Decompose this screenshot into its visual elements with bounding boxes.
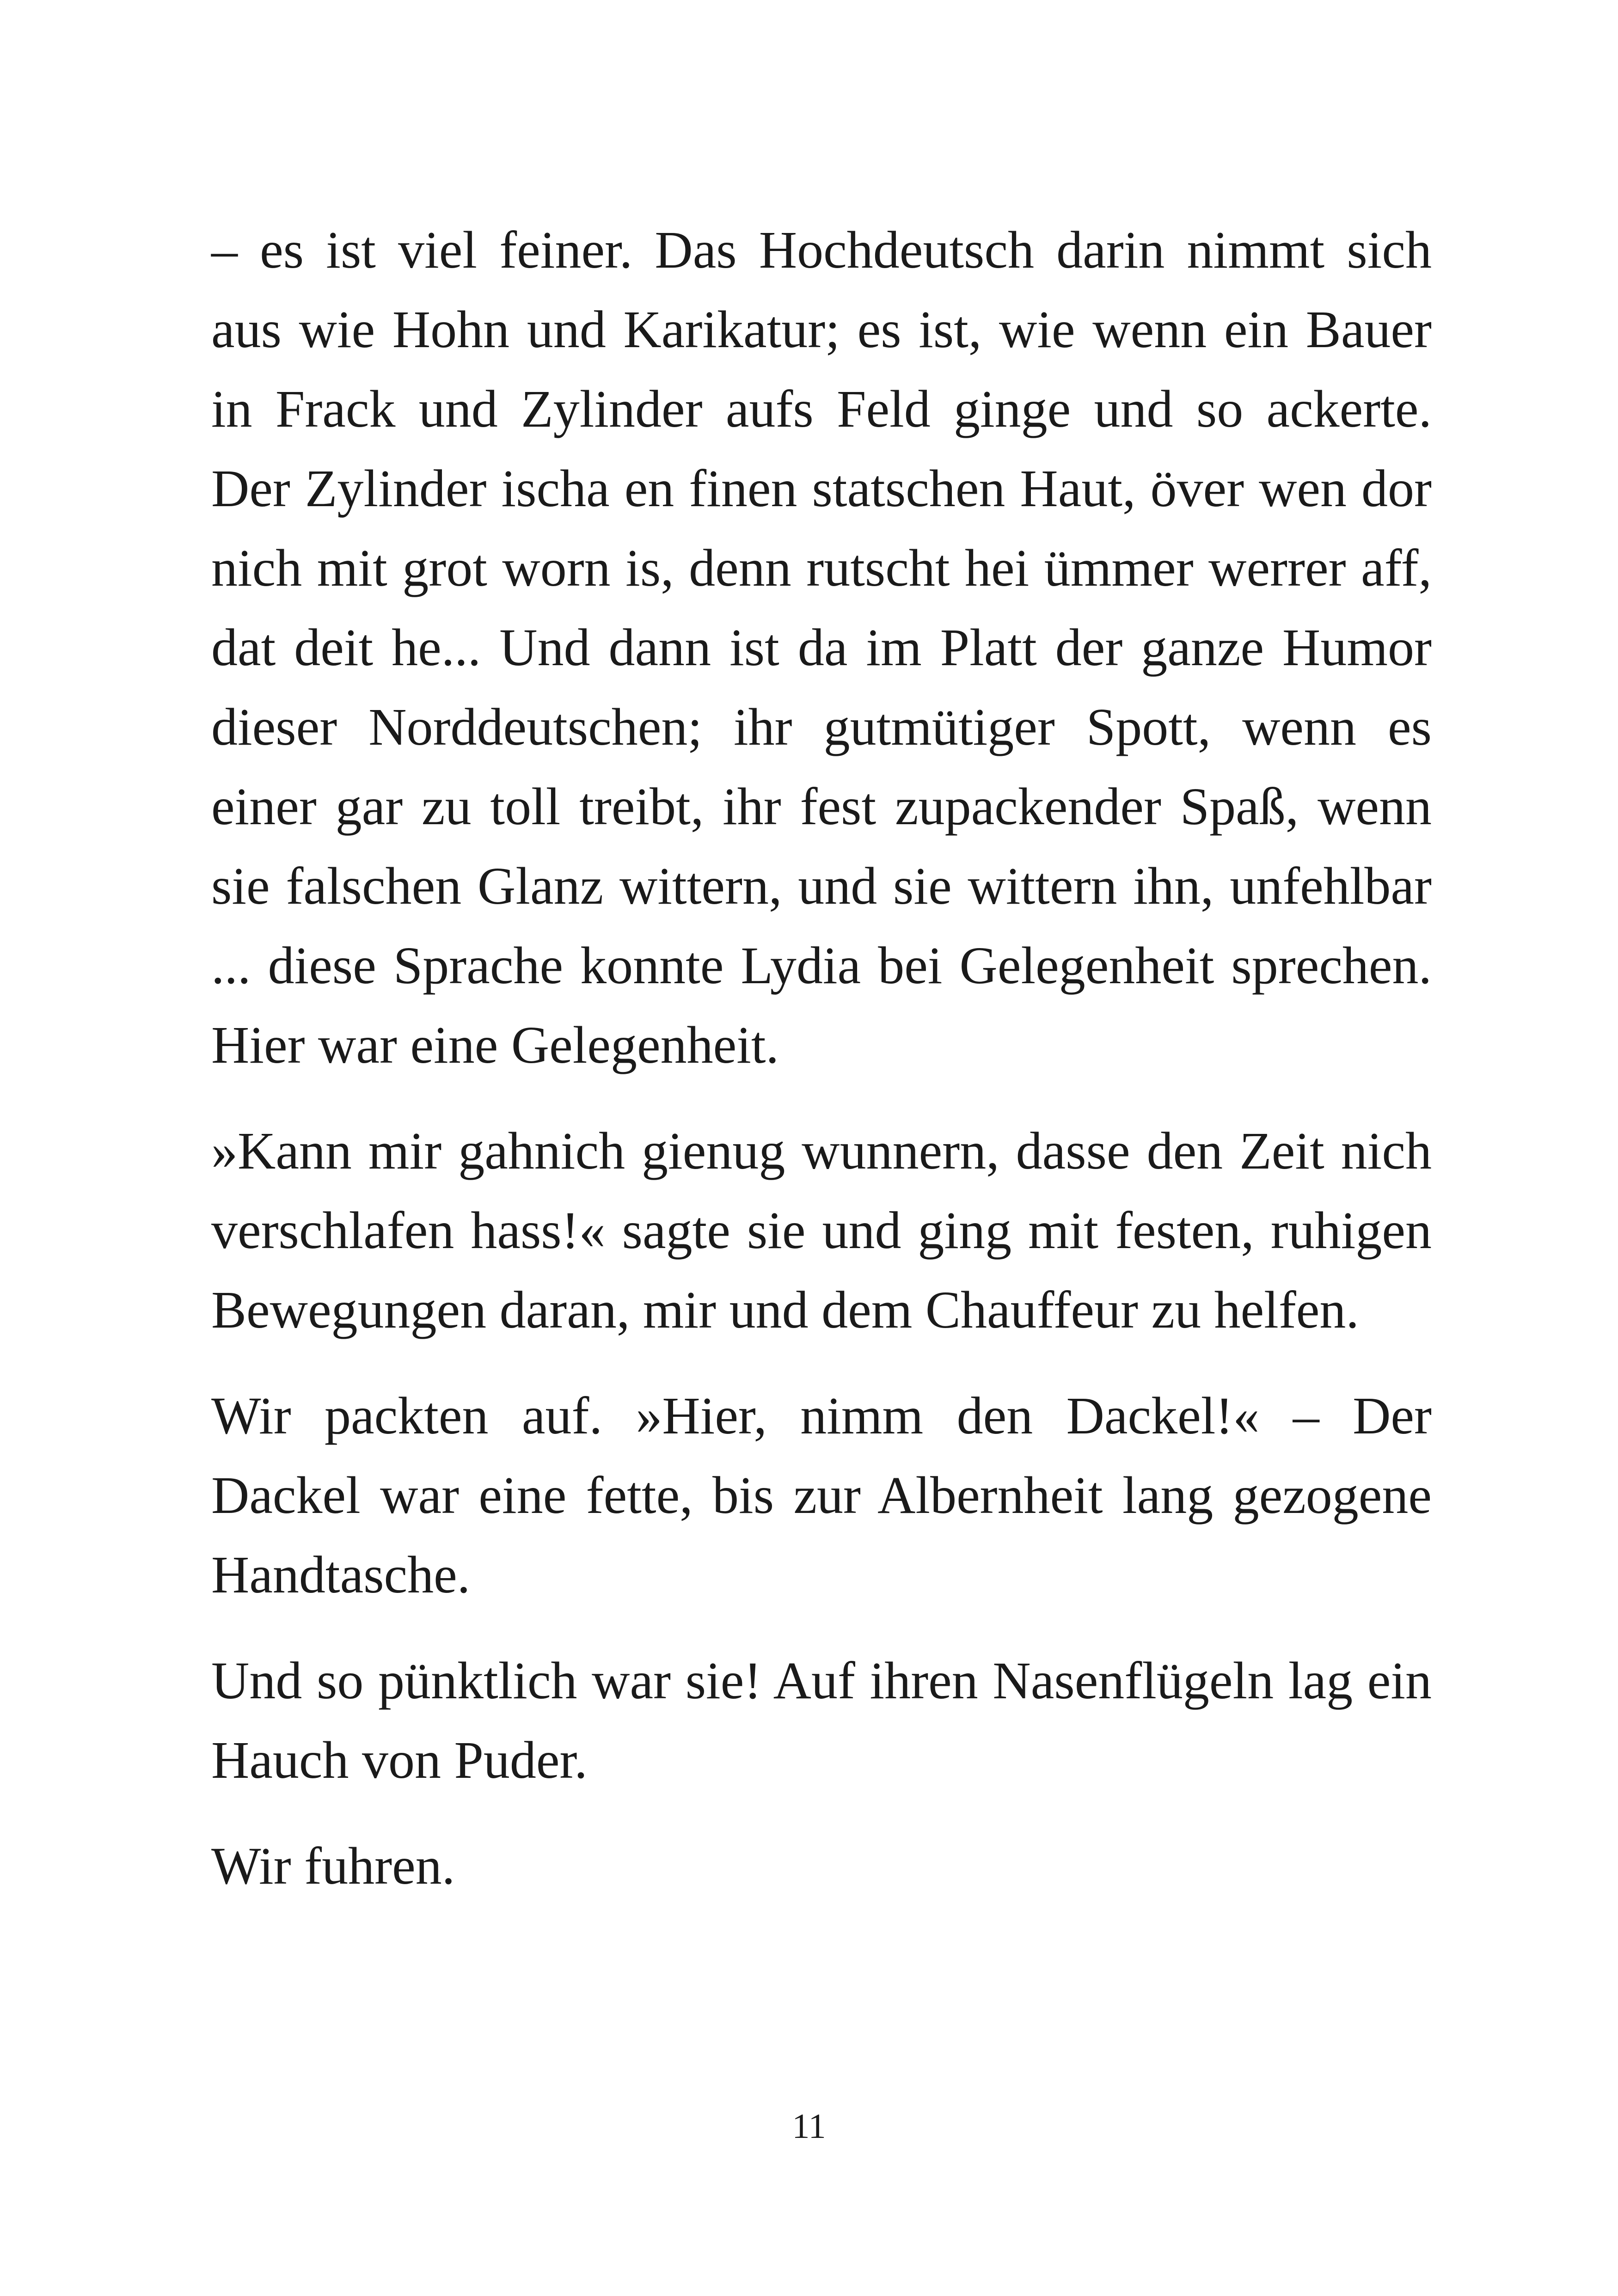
paragraph: »Kann mir gahnich gienug wunnern, dasse den Zeit nich verschlafen hass!« sagte sie und ging mit festen, ruhigen Bewegungen daran, mir und dem Chauffeur zu helfen.	[211, 1121, 1432, 1339]
paragraph: Wir packten auf. »Hier, nimm den Dackel!« – Der Dackel war eine fette, bis zur Albernheit lang gezogene Handtasche.	[211, 1386, 1432, 1604]
paragraph: Und so pünktlich war sie! Auf ihren Nasenflügeln lag ein Hauch von Puder.	[211, 1651, 1432, 1789]
page-number: 11	[792, 2107, 826, 2146]
paragraph: Wir fuhren.	[211, 1837, 455, 1895]
paragraph: – es ist viel feiner. Das Hochdeutsch darin nimmt sich aus wie Hohn und Karikatur; es ist, wie wenn ein Bauer in Frack und Zylinder aufs Feld ginge und so ackerte. Der Zylinder ischa en finen statschen Haut, över wen dor nich mit grot worn is, denn rutscht hei ümmer werrer aff, dat deit he... Und dann ist da im Platt der ganze Humor dieser Norddeutschen; ihr gutmütiger Spott, wenn es einer gar zu toll treibt, ihr fest zupackender Spaß, wenn sie falschen Glanz wittern, und sie wittern ihn, unfehlbar ... diese Sprache konnte Lydia bei Gelegenheit sprechen. Hier war eine Gelegenheit.	[211, 220, 1432, 1074]
body-text	[211, 210, 1432, 1932]
